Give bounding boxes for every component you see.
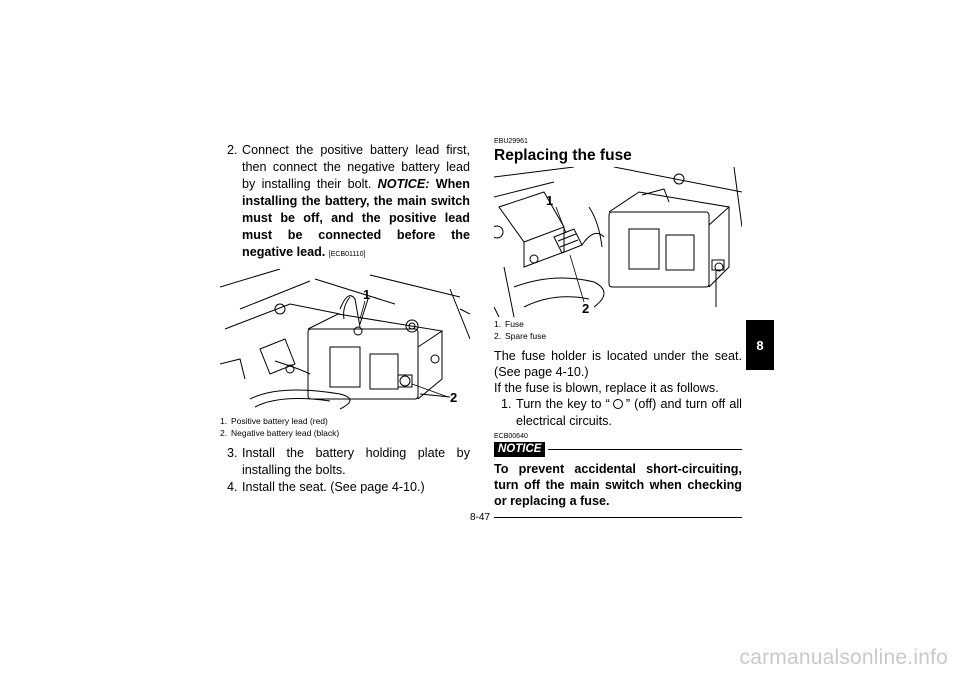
- watermark: carmanualsonline.info: [739, 646, 948, 669]
- fuse-illustration: [494, 167, 742, 317]
- inline-notice-text: When installing the battery, the main switch must be off, and the positive lead must be connected before the negative lead.: [242, 177, 470, 259]
- step-1-text-before: Turn the key to “: [516, 397, 610, 411]
- notice-text: To prevent accidental short-circuiting, turn off the main switch when checking or replacing a fuse.: [494, 462, 742, 508]
- notice-code: [ECB01110]: [328, 251, 366, 258]
- left-column: [220, 142, 470, 496]
- caption-text: Positive battery lead (red): [231, 416, 328, 426]
- notice-header: [494, 442, 742, 457]
- callout-2: 2: [450, 390, 458, 405]
- step-4: [220, 479, 470, 496]
- notice-code: ECB00640: [494, 433, 528, 440]
- caption-item: [220, 427, 470, 439]
- fuse-location-text: The fuse holder is located under the seat. (See page 4-10.): [494, 349, 742, 379]
- caption-item: [220, 415, 470, 427]
- caption-text: Negative battery lead (black): [231, 428, 340, 438]
- step-number: 1.: [501, 397, 512, 411]
- battery-illustration: [220, 269, 470, 414]
- step-number: 3.: [227, 446, 238, 460]
- left-figure-captions: [220, 415, 470, 439]
- caption-number: 2.: [220, 428, 228, 438]
- inline-notice-label: NOTICE:: [377, 177, 430, 191]
- step-3: [220, 445, 470, 479]
- chapter-tab-label: 8: [756, 337, 764, 353]
- callout-1: 1: [363, 287, 371, 302]
- fuse-figure: [494, 167, 742, 317]
- caption-text: Fuse: [505, 319, 524, 329]
- section-code: EBU29961: [494, 138, 528, 145]
- caption-item: [494, 318, 742, 330]
- caption-item: [494, 330, 742, 342]
- chapter-tab: [746, 320, 774, 370]
- caption-text: Spare fuse: [505, 331, 547, 341]
- battery-lead-figure: [220, 269, 470, 414]
- step-number: 4.: [227, 480, 238, 494]
- caption-number: 1.: [494, 319, 502, 329]
- right-column: [494, 138, 742, 518]
- step-2: [220, 142, 470, 263]
- off-key-icon: [613, 399, 623, 409]
- section-heading: Replacing the fuse: [494, 147, 632, 164]
- page-number: 8-47: [469, 512, 490, 523]
- step-number: 2.: [227, 143, 238, 157]
- callout-2: 2: [582, 301, 590, 316]
- notice-label: NOTICE: [494, 442, 545, 457]
- step-3-text: Install the battery holding plate by installing the bolts.: [242, 446, 470, 477]
- step-2-text: Connect the positive battery lead first, then connect the negative battery lead by installing their bolt.: [242, 143, 470, 191]
- caption-number: 2.: [494, 331, 502, 341]
- caption-number: 1.: [220, 416, 228, 426]
- callout-1: 1: [546, 193, 554, 208]
- fuse-instructions-text: If the fuse is blown, replace it as follows.: [494, 381, 719, 395]
- step-4-text: Install the seat. (See page 4-10.): [242, 480, 425, 494]
- step-1-text-after: ” (off) and turn off all electrical circuits.: [516, 397, 742, 428]
- right-figure-captions: [494, 318, 742, 342]
- fuse-step-1: [494, 396, 742, 430]
- notice-divider: [548, 449, 742, 450]
